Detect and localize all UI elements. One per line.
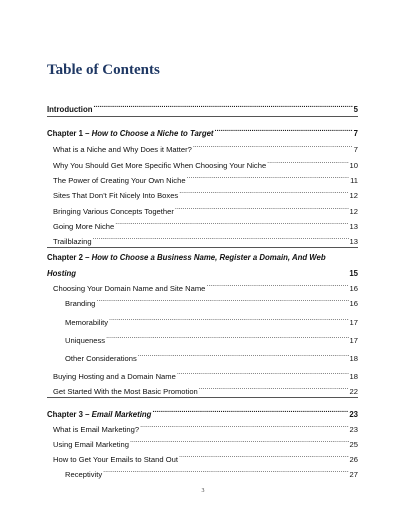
toc-entry-label: Uniqueness xyxy=(65,336,106,345)
toc-entry-page: 7 xyxy=(353,145,358,154)
toc-entry-label: Bringing Various Concepts Together xyxy=(53,207,174,216)
dot-leader xyxy=(175,202,349,214)
toc-entry-label: Going More Niche xyxy=(53,222,115,231)
toc-entry[interactable] xyxy=(53,171,358,183)
toc-entry[interactable] xyxy=(53,435,358,447)
toc-entry-page: 25 xyxy=(349,440,358,449)
toc-entry[interactable] xyxy=(65,313,358,325)
toc-entry-label: The Power of Creating Your Own Niche xyxy=(53,176,186,185)
toc-entry-page: 18 xyxy=(349,372,358,381)
toc-entry-page: 23 xyxy=(349,410,358,419)
toc-entry-label: Choosing Your Domain Name and Site Name xyxy=(53,284,206,293)
dot-leader xyxy=(138,349,349,361)
toc-entry-page: 13 xyxy=(349,222,358,231)
toc-entry-introduction[interactable] xyxy=(47,100,358,112)
dot-leader xyxy=(103,465,348,477)
toc-entry[interactable] xyxy=(65,294,358,306)
divider xyxy=(47,247,358,248)
toc-entry-page: 10 xyxy=(349,161,358,170)
dot-leader xyxy=(140,420,348,432)
toc-entry-chapter-2[interactable] xyxy=(47,252,358,280)
toc-entry-page: 13 xyxy=(349,237,358,246)
toc-entry-label: What is Email Marketing? xyxy=(53,425,140,434)
dot-leader xyxy=(109,313,349,325)
toc-entry-label: How to Get Your Emails to Stand Out xyxy=(53,455,178,464)
dot-leader xyxy=(93,100,352,112)
toc-entry-page: 17 xyxy=(349,336,358,345)
toc-entry-label: Receptivity xyxy=(65,470,103,479)
toc-entry[interactable] xyxy=(53,186,358,198)
toc-entry-page: 18 xyxy=(349,354,358,363)
chapter-title-continued: Hosting xyxy=(47,269,77,278)
dot-leader xyxy=(130,435,349,447)
dot-leader xyxy=(96,294,348,306)
toc-entry-page: 12 xyxy=(349,207,358,216)
toc-entry[interactable] xyxy=(53,156,358,168)
divider xyxy=(47,397,358,398)
chapter-prefix: Chapter 1 – xyxy=(47,129,92,138)
dot-leader xyxy=(177,367,349,379)
toc-entry-label: Why You Should Get More Specific When Choosing Your Niche xyxy=(53,161,267,170)
dot-leader xyxy=(93,232,349,244)
dot-leader xyxy=(267,156,348,168)
toc-entry-label: Sites That Don’t Fit Nicely Into Boxes xyxy=(53,191,179,200)
toc-entry[interactable] xyxy=(53,279,358,291)
toc-entry[interactable] xyxy=(53,450,358,462)
chapter-title-line-1 xyxy=(47,252,358,264)
chapter-title: Email Marketing xyxy=(91,410,152,419)
toc-entry[interactable] xyxy=(53,217,358,229)
toc-entry-page: 11 xyxy=(350,176,358,185)
toc-entry-page: 7 xyxy=(353,129,358,138)
toc-entry[interactable] xyxy=(53,420,358,432)
chapter-prefix: Chapter 3 – xyxy=(47,410,92,419)
toc-entry[interactable] xyxy=(53,202,358,214)
toc-entry-page: 26 xyxy=(349,455,358,464)
toc-entry-label: What is a Niche and Why Does it Matter? xyxy=(53,145,192,154)
chapter-prefix: Chapter 2 – xyxy=(47,253,92,262)
toc-entry-chapter-3[interactable] xyxy=(47,405,358,417)
dot-leader xyxy=(106,331,348,343)
dot-leader xyxy=(179,186,348,198)
dot-leader xyxy=(206,279,348,291)
toc-entry-page: 5 xyxy=(353,105,358,114)
toc-entry-page: 16 xyxy=(349,299,358,308)
toc-title: Table of Contents xyxy=(47,62,160,78)
toc-entry-label: Memorability xyxy=(65,318,109,327)
toc-entry-page: 23 xyxy=(349,425,358,434)
toc-entry-chapter-1[interactable] xyxy=(47,124,358,136)
dot-leader xyxy=(215,124,353,136)
toc-entry-label: Introduction xyxy=(47,105,93,114)
dot-leader xyxy=(179,450,349,462)
dot-leader xyxy=(152,405,348,417)
page-number: 3 xyxy=(201,488,205,494)
toc-entry-page: 27 xyxy=(349,470,358,479)
toc-entry-page: 22 xyxy=(349,387,358,396)
toc-entry[interactable] xyxy=(65,349,358,361)
toc-entry-label: Buying Hosting and a Domain Name xyxy=(53,372,176,381)
toc-entry-label: Using Email Marketing xyxy=(53,440,129,449)
toc-entry-label: Trailblazing xyxy=(53,237,92,246)
toc-entry-label: Other Considerations xyxy=(65,354,137,363)
toc-entry-label: Get Started With the Most Basic Promotion xyxy=(53,387,198,396)
toc-entry[interactable] xyxy=(65,331,358,343)
divider xyxy=(47,116,358,117)
dot-leader xyxy=(115,217,348,229)
toc-entry-page: 16 xyxy=(349,284,358,293)
toc-entry[interactable] xyxy=(53,382,358,394)
chapter-title: How to Choose a Business Name, Register a Domain, And Web xyxy=(91,253,326,262)
toc-entry-page: 17 xyxy=(349,318,358,327)
toc-entry-page: 15 xyxy=(349,269,358,278)
dot-leader xyxy=(77,264,348,276)
toc-entry[interactable] xyxy=(53,232,358,244)
dot-leader xyxy=(187,171,350,183)
toc-entry-label: Branding xyxy=(65,299,96,308)
dot-leader xyxy=(199,382,349,394)
toc-entry[interactable] xyxy=(65,465,358,477)
dot-leader xyxy=(193,140,353,152)
toc-entry[interactable] xyxy=(53,367,358,379)
toc-entry[interactable] xyxy=(53,140,358,152)
toc-entry-page: 12 xyxy=(349,191,358,200)
chapter-title: How to Choose a Niche to Target xyxy=(91,129,214,138)
chapter-title-line-2 xyxy=(47,264,358,280)
toc-entry-label xyxy=(47,128,214,140)
